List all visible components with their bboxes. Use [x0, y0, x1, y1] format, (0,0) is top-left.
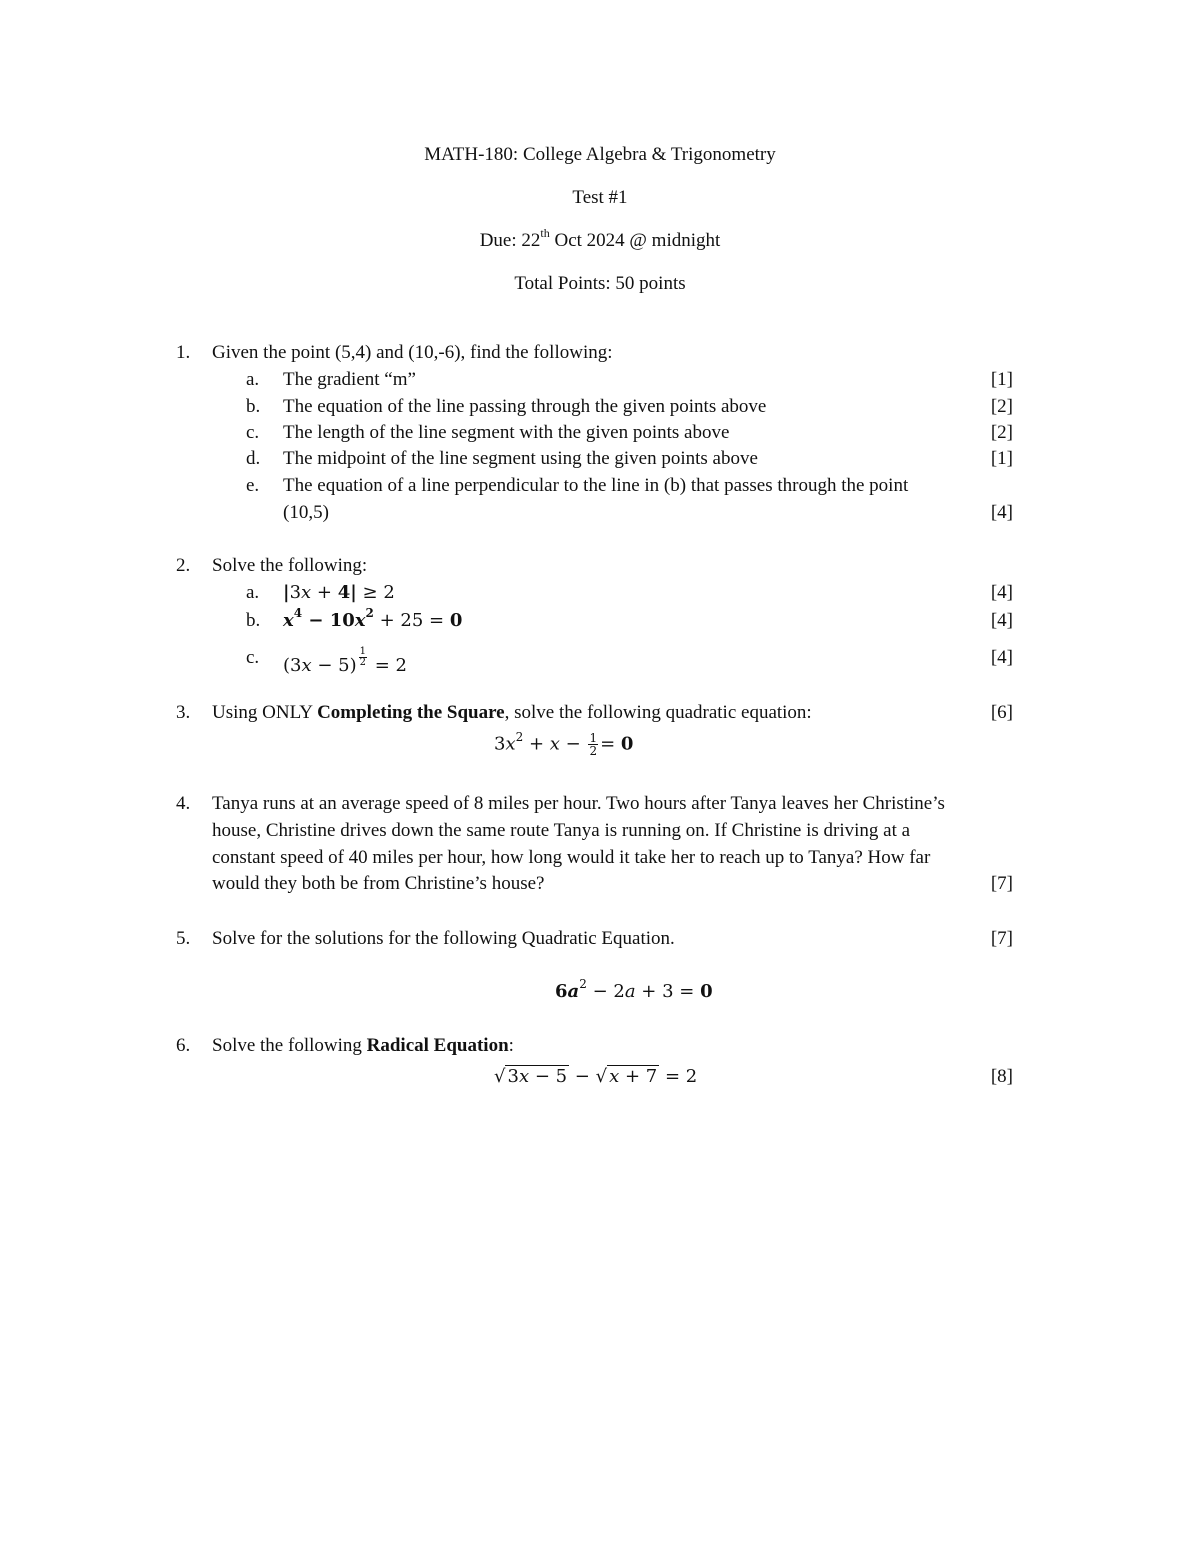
q1e-text: The equation of a line perpendicular to the line in (b) that passes through the point	[283, 475, 909, 496]
q1-number: 1.	[176, 342, 191, 363]
q3-number: 3.	[176, 702, 191, 723]
q4-text-line-1: Tanya runs at an average speed of 8 miles per hour. Two hours after Tanya leaves her Christine’s	[212, 793, 945, 814]
q2b-equation: $x^4 - 10x^2 + 25 = 0$	[283, 606, 463, 631]
q6-number: 6.	[176, 1035, 191, 1056]
q2a-points: [4]	[990, 582, 1013, 603]
q2c-equation: (3x − 5) $\frac{1}{2}$ = 2	[283, 646, 407, 676]
q1e-letter: e.	[246, 475, 260, 496]
q5-text: Solve for the solutions for the following Quadratic Equation.	[212, 928, 675, 949]
q2b-points: [4]	[990, 610, 1013, 631]
q2-number: 2.	[176, 555, 191, 576]
q2c-points: [4]	[990, 647, 1013, 668]
q1c-letter: c.	[246, 422, 260, 443]
q4-number: 4.	[176, 793, 191, 814]
q1e-points: [4]	[990, 502, 1013, 523]
q2b-letter: b.	[246, 610, 261, 631]
q1b-points: [2]	[990, 396, 1013, 417]
q3-points: [6]	[990, 702, 1013, 723]
q4-points: [7]	[990, 873, 1013, 894]
q1a-points: [1]	[990, 369, 1013, 390]
q3-text: Using ONLY Completing the Square, solve the following quadratic equation:	[212, 702, 812, 723]
course-title: MATH-180: College Algebra & Trigonometry	[424, 144, 776, 165]
q1b-letter: b.	[246, 396, 261, 417]
q1-text: Given the point (5,4) and (10,-6), find the following:	[212, 342, 613, 363]
test-title: Test #1	[572, 187, 628, 208]
q1c-text: The length of the line segment with the given points above	[283, 422, 730, 443]
q3-equation: $3x^2 + x$ − $\frac{1}{2}$ = 0	[494, 729, 634, 758]
q1d-letter: d.	[246, 448, 261, 469]
q2c-letter: c.	[246, 647, 260, 668]
q1c-points: [2]	[990, 422, 1013, 443]
q1a-letter: a.	[246, 369, 260, 390]
q1a-text: The gradient “m”	[283, 369, 416, 390]
q2-text: Solve the following:	[212, 555, 368, 576]
q5-number: 5.	[176, 928, 191, 949]
q4-text-line-2: house, Christine drives down the same route Tanya is running on. If Christine is driving at a	[212, 820, 911, 841]
q6-equation: √ 3x − 5 − √ x + 7 = 2	[494, 1066, 698, 1087]
due-date: Due: 22th Oct 2024 @ midnight	[479, 225, 721, 251]
q6-text: Solve the following Radical Equation:	[212, 1035, 514, 1056]
q4-text-line-3: constant speed of 40 miles per hour, how long would it take her to reach up to Tanya? How far	[212, 847, 931, 868]
q5-equation: $6a^2 - 2a + 3 = 0$	[555, 977, 713, 1002]
q6-points: [8]	[990, 1066, 1013, 1087]
q1e-text-continued: (10,5)	[283, 502, 329, 523]
total-points: Total Points: 50 points	[514, 273, 686, 294]
q2a-equation: |3x + 4| ≥ 2	[283, 582, 395, 603]
q4-text-line-4: would they both be from Christine’s house?	[212, 873, 545, 894]
q2a-letter: a.	[246, 582, 260, 603]
q1b-text: The equation of the line passing through the given points above	[283, 396, 767, 417]
q1d-points: [1]	[990, 448, 1013, 469]
q5-points: [7]	[990, 928, 1013, 949]
q1d-text: The midpoint of the line segment using the given points above	[283, 448, 758, 469]
